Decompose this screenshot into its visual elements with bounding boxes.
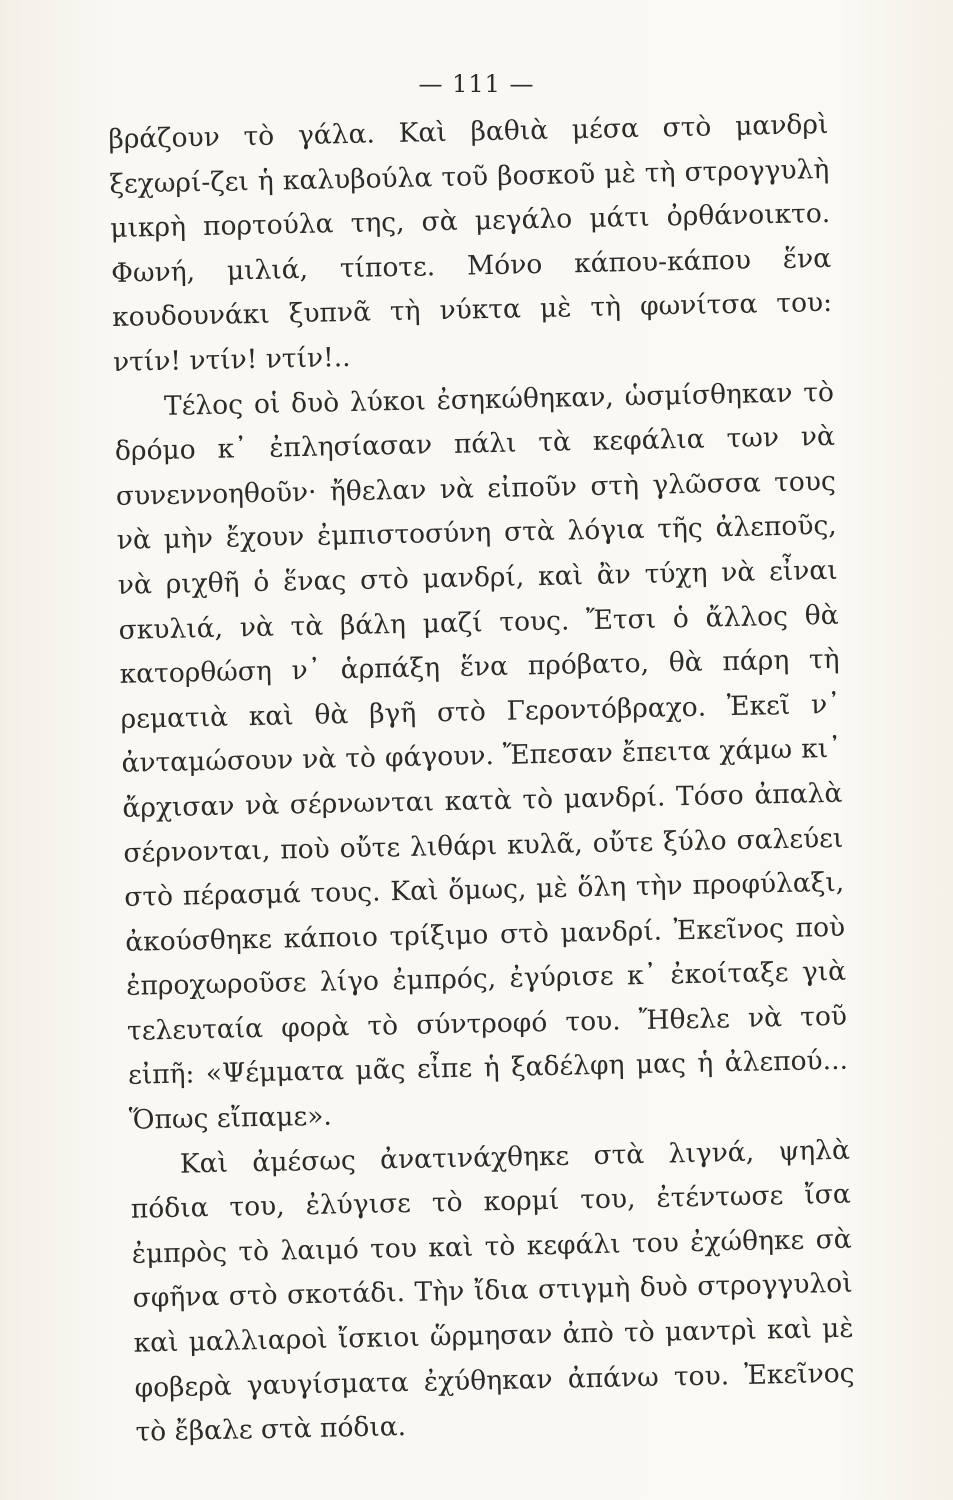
paragraph-1: βράζουν τὸ γάλα. Καὶ βαθιὰ μέσα στὸ μανδρὶ ξεχωρί-ζει ἡ καλυβούλα τοῦ βοσκοῦ μὲ τὴ στρογγυλὴ μικρὴ πορτούλα της, σὰ μεγάλο μάτι ὀρθάνοικτο. Φωνή, μιλιά, τίποτε. Μόνο κάπου-κάπου ἕνα κουδουνάκι ξυπνᾶ τὴ νύκτα μὲ τὴ φωνίτσα του: ντίν! ντίν! ντίν!.. xyxy=(108,108,833,378)
paragraph-2: Τέλος οἱ δυὸ λύκοι ἐσηκώθηκαν, ὡσμίσθηκαν τὸ δρόμο κ᾽ ἐπλησίασαν πάλι τὰ κεφάλια των νὰ συνεννοηθοῦν· ἤθελαν νὰ εἰποῦν στὴ γλῶσσα τους νὰ μὴν ἔχουν ἐμπιστοσύνη στὰ λόγια τῆς ἀλεποῦς, νὰ ριχθῆ ὁ ἕνας στὸ μανδρί, καὶ ἂν τύχη νὰ εἶναι σκυλιά, νὰ τὰ βάλη μαζί τους. Ἔτσι ὁ ἄλλος θὰ κατορθώση ν᾽ ἁρπάξη ἕνα πρόβατο, θὰ πάρη τὴ ρεματιὰ καὶ θὰ βγῆ στὸ Γεροντόβραχο. Ἐκεῖ ν᾽ ἀνταμώσουν νὰ τὸ φάγουν. Ἔπεσαν ἔπειτα χάμω κι᾽ ἄρχισαν νὰ σέρνωνται κατὰ τὸ μανδρί. Τόσο ἀπαλὰ σέρνονται, ποὺ οὔτε λιθάρι κυλᾶ, οὔτε ξύλο σαλεύει στὸ πέρασμά τους. Καὶ ὅμως, μὲ ὅλη τὴν προφύλαξι, ἀκούσθηκε κάποιο τρίξιμο στὸ μανδρί. Ἐκεῖνος ποὺ ἐπροχωροῦσε λίγο ἐμπρός, ἐγύρισε κ᾽ ἐκοίταξε γιὰ τελευταία φορὰ τὸ σύντροφό του. Ἤθελε νὰ τοῦ εἰπῆ: «Ψέμματα μᾶς εἶπε ἡ ξαδέλφη μας ἡ ἀλεπού... Ὅπως εἴπαμε». xyxy=(114,376,849,1136)
body-text xyxy=(108,103,856,1456)
paragraph-3: Καὶ ἀμέσως ἀνατινάχθηκε στὰ λιγνά, ψηλὰ πόδια του, ἐλύγισε τὸ κορμί του, ἐτέντωσε ἴσα ἐμπρὸς τὸ λαιμό του καὶ τὸ κεφάλι του ἐχώθηκε σὰ σφῆνα στὸ σκοτάδι. Τὴν ἴδια στιγμὴ δυὸ στρογγυλοὶ καὶ μαλλιαροὶ ἴσκιοι ὥρμησαν ἀπὸ τὸ μαντρὶ καὶ μὲ φοβερὰ γαυγίσματα ἐχύθηκαν ἀπάνω του. Ἐκεῖνος τὸ ἔβαλε στὰ πόδια. xyxy=(130,1134,855,1448)
page-number: — 111 — xyxy=(418,70,535,98)
